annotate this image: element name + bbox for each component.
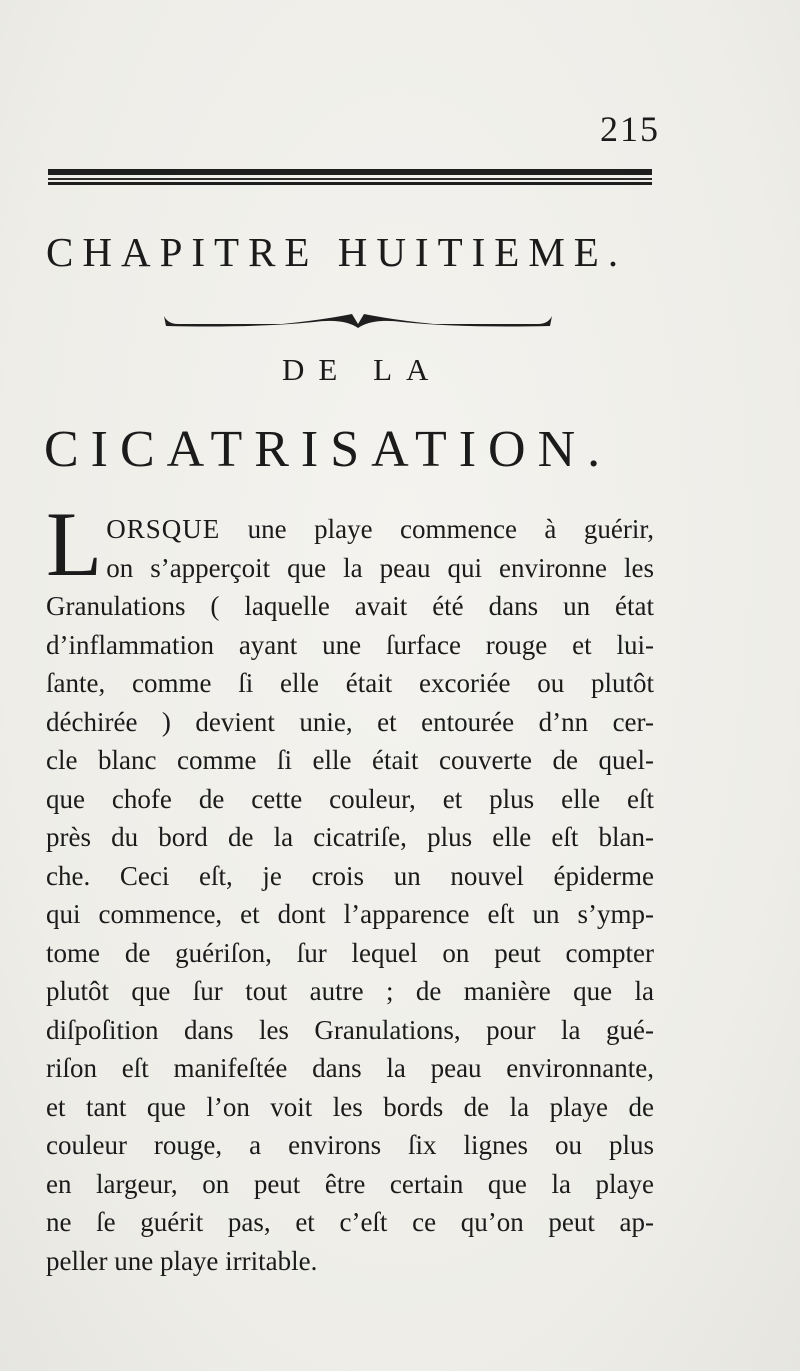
- text-line: riſon eſt manifeſtée dans la peau environnante,: [46, 1053, 654, 1083]
- text-line: que chofe de cette couleur, et plus elle eſt: [46, 783, 654, 814]
- text-line: d’inflammation ayant une ſurface rouge et lui-: [46, 629, 654, 660]
- text-line: couleur rouge, a environs ſix lignes ou plus: [46, 1130, 654, 1160]
- first-line-rest: une playe commence à guérir,: [220, 514, 654, 544]
- text-line: Granulations ( laquelle avait été dans un état: [46, 591, 654, 621]
- text-line: ne ſe guérit pas, et c’eſt ce qu’on peut ap-: [46, 1207, 654, 1237]
- text-line: diſpoſition dans les Granulations, pour la gué-: [46, 1014, 654, 1045]
- text-line: et tant que l’on voit les bords de la playe de: [46, 1091, 654, 1122]
- section-heading-small: DE LA: [282, 352, 443, 387]
- text-line: plutôt que ſur tout autre ; de manière que la: [46, 976, 654, 1006]
- text-line: on s’apperçoit que la peau qui environne les: [106, 552, 654, 583]
- section-heading-large: CICATRISATION.: [44, 421, 613, 478]
- text-line: cle blanc comme ſi elle était couverte de quel-: [46, 745, 654, 775]
- text-line: près du bord de la cicatriſe, plus elle eſt blan-: [46, 822, 654, 852]
- text-line: ſante, comme ſi elle était excoriée ou plutôt: [46, 668, 654, 698]
- body-paragraph: [46, 493, 654, 1280]
- top-double-rule: [48, 168, 652, 186]
- first-word: ORSQUE: [106, 514, 221, 544]
- chapter-title: CHAPITRE HUITIEME.: [46, 229, 628, 275]
- text-line: qui commence, et dont l’apparence eſt un s’ymp-: [46, 899, 654, 929]
- drop-cap: L: [46, 493, 103, 595]
- page-number: 215: [600, 109, 660, 149]
- text-line: déchirée ) devient unie, et entourée d’nn cer-: [46, 706, 654, 737]
- text-line-last: peller une playe irritable.: [46, 1245, 318, 1276]
- ornament-divider: [162, 310, 554, 332]
- text-line: en largeur, on peut être certain que la playe: [46, 1168, 654, 1199]
- text-line: che. Ceci eſt, je crois un nouvel épiderme: [46, 860, 654, 891]
- text-line-1: [106, 510, 654, 549]
- text-line: tome de guériſon, ſur lequel on peut compter: [46, 937, 654, 968]
